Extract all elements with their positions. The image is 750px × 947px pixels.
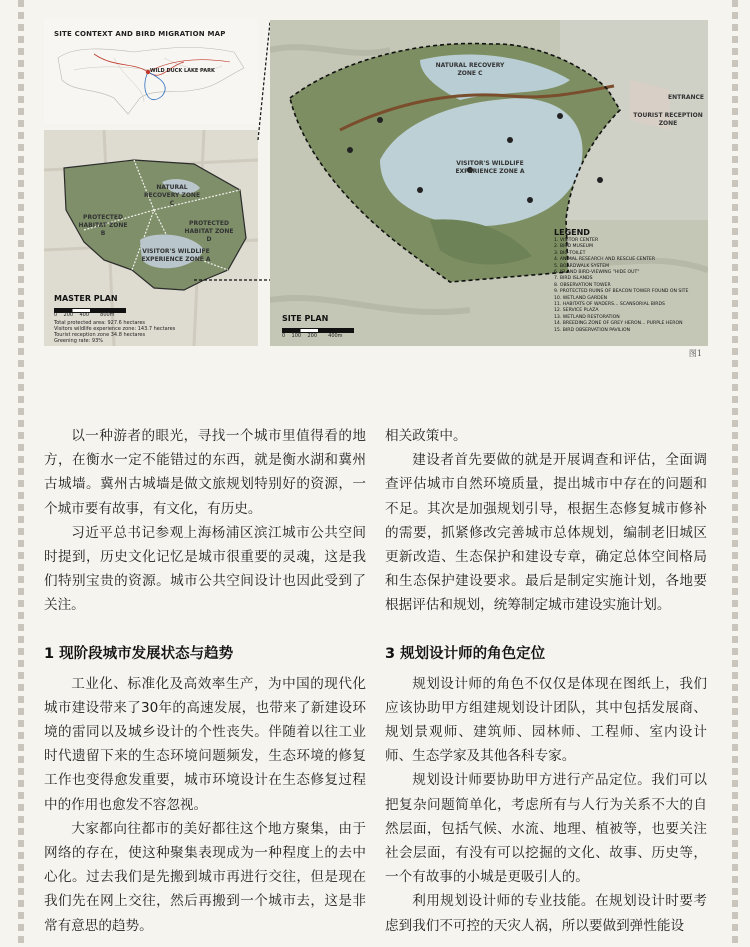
binding-edge-right [732, 0, 738, 947]
legend-item: 9. PROTECTED RUINS OF BEACON TOWER FOUND ON SITE [554, 289, 689, 295]
legend-item: 14. BREEDING ZONE OF GREY HERON... PURPLE HERON [554, 321, 683, 327]
legend [554, 228, 704, 334]
legend-item: 1. VISITOR CENTER [554, 238, 599, 243]
master-plan-label: MASTER PLAN [54, 294, 118, 303]
paragraph: 工业化、标准化及高效率生产，为中国的现代化城市建设带来了30年的高速发展，也带来了新建设环境的雷同以及城乡设计的个性丧失。伴随着以往工业时代遗留下来的生态环境问题频发，生态环境的修复工作也变得愈发重要，城市环境设计在生态修复过程中的作用也愈发不容忽视。 [44, 675, 366, 813]
section-heading-3: 3 规划设计师的角色定位 [385, 645, 546, 662]
site-plan-label: SITE PLAN [282, 314, 329, 323]
site-scale-3: 400m [328, 333, 343, 339]
legend-title: LEGEND [554, 228, 590, 237]
paragraph: 建设者首先要做的就是开展调查和评估，全面调查评估城市自然环境质量，提出城市中存在的问题和不足。其次是加强规划引导，根据生态修复城市修补的需要，抓紧修改完善城市总体规划，编制老旧城区更新改造、生态保护和建设专章，确定总体空间格局和生态保护建设要求。最后是制定实施计划，各地要根据评估和规划，统筹制定城市建设实施计划。 [385, 452, 707, 614]
paragraph: 习近平总书记参观上海杨浦区滨江城市公共空间时提到，历史文化记忆是城市很重要的灵魂，这是我们特别宝贵的资源。城市公共空间设计也因此受到了关注。 [44, 524, 366, 614]
site-reception-label: TOURIST RECEPTION ZONE [633, 112, 703, 127]
paragraph: 大家都向往都市的美好都往这个地方聚集，由于网络的存在，使这种聚集表现成为一种程度上的去中心化。过去我们是先搬到城市再进行交往，但是现在我们先在网上交往，然后再搬到一个城市去，这是非常有意思的趋势。 [44, 820, 366, 934]
master-stat: Greening rate: 93% [54, 338, 104, 344]
master-zone-c: NATURAL RECOVERY ZONE C [143, 184, 201, 207]
paragraph: 规划设计师要协助甲方进行产品定位。我们可以把复杂问题简单化，考虑所有与人行为关系不大的自然层面，包括气候、水流、地理、植被等，也要关注社会层面，有没有可以挖掘的文化、故事、历史等，一个有故事的小城是更吸引人的。 [385, 772, 707, 886]
legend-item: 13. WETLAND RESTORATION [554, 314, 620, 320]
master-stat: Tourist reception zone 34.8 hectares [54, 332, 146, 338]
master-scale-2: 400 [79, 312, 89, 318]
master-stat: Visitors wildlife experience zone: 143.7 hectares [54, 326, 176, 332]
site-plan-panel [270, 20, 708, 346]
right-column [385, 424, 707, 938]
legend-item: 10. WETLAND GARDEN [554, 295, 608, 301]
figure-caption: 图1 [688, 349, 702, 358]
site-scale-2: 200 [307, 333, 317, 339]
site-zone-experience: VISITOR'S WILDLIFE EXPERIENCE ZONE A [455, 160, 525, 175]
master-zone-b: PROTECTED HABITAT ZONE B [78, 214, 128, 237]
site-entrance-label: ENTRANCE [668, 94, 704, 101]
context-marker-label: WILD DUCK LAKE PARK [150, 68, 215, 74]
master-zone-a: VISITOR'S WILDLIFE EXPERIENCE ZONE A [141, 248, 211, 263]
site-scale-1: 100 [291, 333, 302, 339]
paragraph: 以一种游者的眼光，寻找一个城市里值得看的地方，在衡水一定不能错过的东西，就是衡水湖和冀州古城墙。冀州古城墙是做文旅规划特别好的资源，一个城市要有故事，有文化，有历史。 [44, 428, 366, 517]
master-zone-d: PROTECTED HABITAT ZONE D [184, 220, 234, 243]
left-column [44, 424, 366, 938]
legend-item: 8. OBSERVATION TOWER [554, 282, 611, 288]
legend-item: 5. BOARDWALK SYSTEM [554, 263, 610, 269]
legend-item: 7. BIRD ISLANDS [554, 276, 593, 282]
paragraph: 利用规划设计师的专业技能。在规划设计时要考虑到我们不可控的天灾人祸，所以要做到弹性能设 [385, 893, 707, 934]
master-scale-1: 200 [63, 312, 74, 318]
legend-item: 15. BIRD OBSERVATION PAVILION [554, 327, 631, 333]
legend-item: 12. SERVICE PLAZA [554, 308, 599, 314]
legend-item: 2. BIRD MUSEUM [554, 244, 594, 250]
legend-item: 6. ISLAND BIRD-VIEWING "HIDE OUT" [554, 270, 640, 276]
paragraph: 规划设计师的角色不仅仅是体现在图纸上，我们应该协助甲方组建规划设计团队，其中包括发展商、规划景观师、建筑师、园林师、工程师、室内设计师、生态学家及其他各科专家。 [385, 675, 707, 765]
legend-item: 3. BIO-TOILET [554, 250, 586, 256]
paragraph: 相关政策中。 [385, 428, 467, 444]
master-scale-3: 800m [100, 312, 115, 318]
master-scale-0: 0 [54, 312, 58, 318]
site-zone-recovery: NATURAL RECOVERY ZONE C [435, 62, 505, 77]
figure-1 [44, 18, 708, 358]
site-scale-0: 0 [282, 333, 286, 339]
legend-item: 11. HABITATS OF WADERS... SCANSORIAL BIRDS [554, 302, 665, 308]
binding-edge-left [18, 0, 24, 947]
context-map-title: SITE CONTEXT AND BIRD MIGRATION MAP [54, 30, 226, 38]
legend-item: 4. ANIMAL RESEARCH AND RESCUE CENTER [554, 257, 656, 263]
master-stat: Total protected area: 927.6 hectares [54, 320, 146, 326]
section-heading-1: 1 现阶段城市发展状态与趋势 [44, 645, 234, 662]
